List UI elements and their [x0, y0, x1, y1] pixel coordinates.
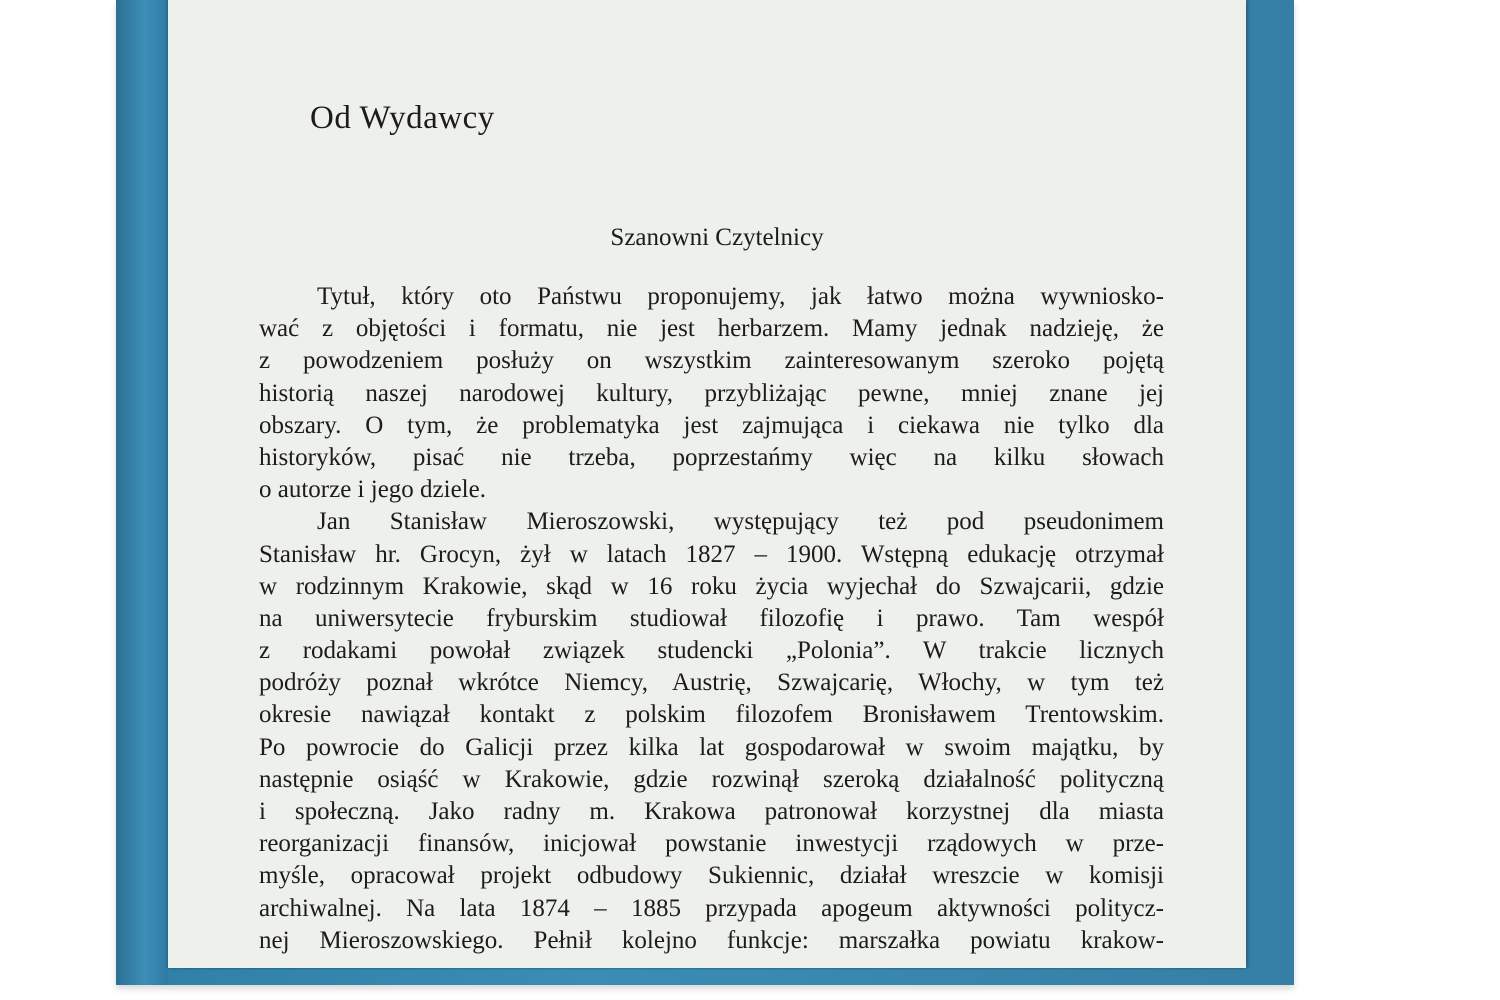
- text-line: nej Mieroszowskiego. Pełnił kolejno funkcje: marszałka powiatu krakow-: [259, 926, 1164, 954]
- salutation: Szanowni Czytelnicy: [610, 224, 824, 251]
- text-line: myśle, opracował projekt odbudowy Sukiennic, działał wreszcie w komisji: [259, 862, 1164, 890]
- text-line: reorganizacji finansów, inicjował powstanie inwestycji rządowych w prze-: [259, 830, 1164, 858]
- page-title: Od Wydawcy: [310, 100, 495, 136]
- text-line: obszary. O tym, że problematyka jest zajmująca i ciekawa nie tylko dla: [259, 411, 1164, 439]
- text-line: historyków, pisać nie trzeba, poprzestańmy więc na kilku słowach: [259, 443, 1164, 471]
- text-line: Stanisław hr. Grocyn, żył w latach 1827 – 1900. Wstępną edukację otrzymał: [259, 540, 1164, 568]
- text-line: w rodzinnym Krakowie, skąd w 16 roku życia wyjechał do Szwajcarii, gdzie: [259, 572, 1164, 600]
- text-line: podróży poznał wkrótce Niemcy, Austrię, Szwajcarię, Włochy, w tym też: [259, 669, 1164, 697]
- text-line: i społeczną. Jako radny m. Krakowa patronował korzystnej dla miasta: [259, 798, 1164, 825]
- text-line: następnie osiąść w Krakowie, gdzie rozwinął szeroką działalność polityczną: [259, 765, 1164, 793]
- text-line: o autorze i jego dziele.: [259, 476, 486, 504]
- text-line: z rodakami powołał związek studencki „Polonia”. W trakcie licznych: [259, 637, 1164, 665]
- text-line: wać z objętości i formatu, nie jest herbarzem. Mamy jednak nadzieję, że: [259, 315, 1164, 343]
- text-line: okresie nawiązał kontakt z polskim filozofem Bronisławem Trentowskim.: [259, 701, 1164, 729]
- book-page: [168, 0, 1246, 968]
- text-line: Po powrocie do Galicji przez kilka lat gospodarował w swoim majątku, by: [259, 733, 1164, 761]
- text-line: Jan Stanisław Mieroszowski, występujący też pod pseudonimem: [317, 508, 1164, 536]
- text-line: z powodzeniem posłuży on wszystkim zainteresowanym szeroko pojętą: [259, 347, 1164, 375]
- body-text: [259, 281, 1164, 957]
- text-line: archiwalnej. Na lata 1874 – 1885 przypada apogeum aktywności politycz-: [259, 894, 1164, 922]
- book-cover-edge: [116, 0, 168, 985]
- text-line: historią naszej narodowej kultury, przybliżając pewne, mniej znane jej: [259, 379, 1164, 407]
- text-line: Tytuł, który oto Państwu proponujemy, jak łatwo można wywniosko-: [317, 283, 1164, 310]
- text-line: na uniwersytecie fryburskim studiował filozofię i prawo. Tam wespół: [259, 604, 1164, 632]
